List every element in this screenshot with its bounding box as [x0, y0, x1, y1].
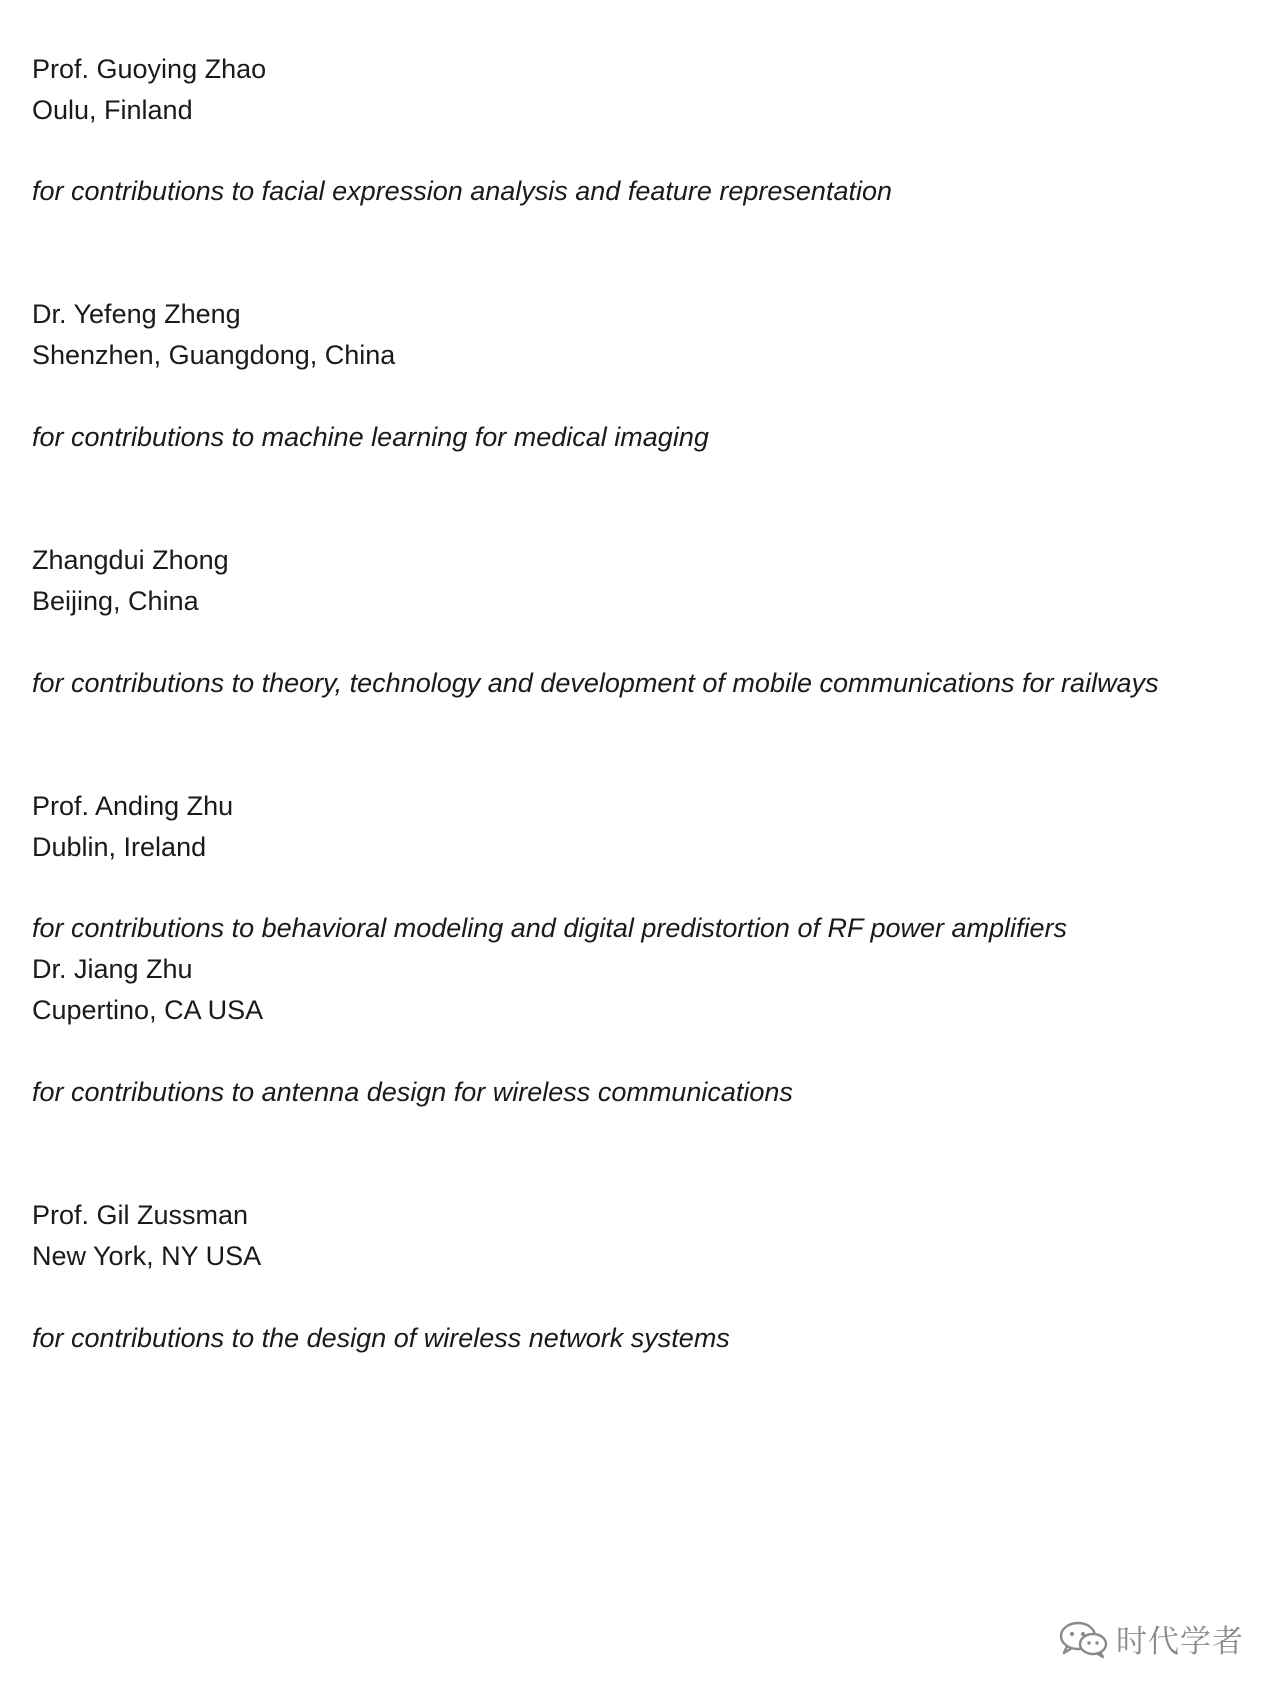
fellow-citation: for contributions to antenna design for wireless communications — [32, 1077, 793, 1107]
fellow-name: Zhangdui Zhong — [32, 545, 229, 575]
watermark — [1058, 1616, 1244, 1661]
watermark-text: 时代学者 — [1116, 1624, 1244, 1660]
fellow-citation: for contributions to facial expression analysis and feature representation — [32, 176, 892, 206]
fellow-name: Prof. Gil Zussman — [32, 1200, 249, 1230]
fellow-location: Dublin, Ireland — [32, 832, 207, 862]
fellow-name: Dr. Yefeng Zheng — [32, 299, 241, 329]
fellow-name: Prof. Guoying Zhao — [32, 54, 267, 84]
fellow-name: Dr. Jiang Zhu — [32, 954, 193, 984]
fellow-location: Shenzhen, Guangdong, China — [32, 340, 396, 370]
fellow-location: Cupertino, CA USA — [32, 995, 264, 1025]
fellow-citation: for contributions to machine learning for medical imaging — [32, 422, 709, 452]
wechat-icon — [1058, 1619, 1110, 1659]
fellow-citation: for contributions to behavioral modeling and digital predistortion of RF power amplifiers — [32, 913, 1068, 943]
fellow-location: New York, NY USA — [32, 1241, 262, 1271]
fellow-location: Beijing, China — [32, 586, 199, 616]
fellow-location: Oulu, Finland — [32, 95, 193, 125]
fellow-citation: for contributions to the design of wireless network systems — [32, 1323, 730, 1353]
fellow-citation: for contributions to theory, technology and development of mobile communications for railways — [32, 668, 1159, 698]
fellow-name: Prof. Anding Zhu — [32, 791, 234, 821]
